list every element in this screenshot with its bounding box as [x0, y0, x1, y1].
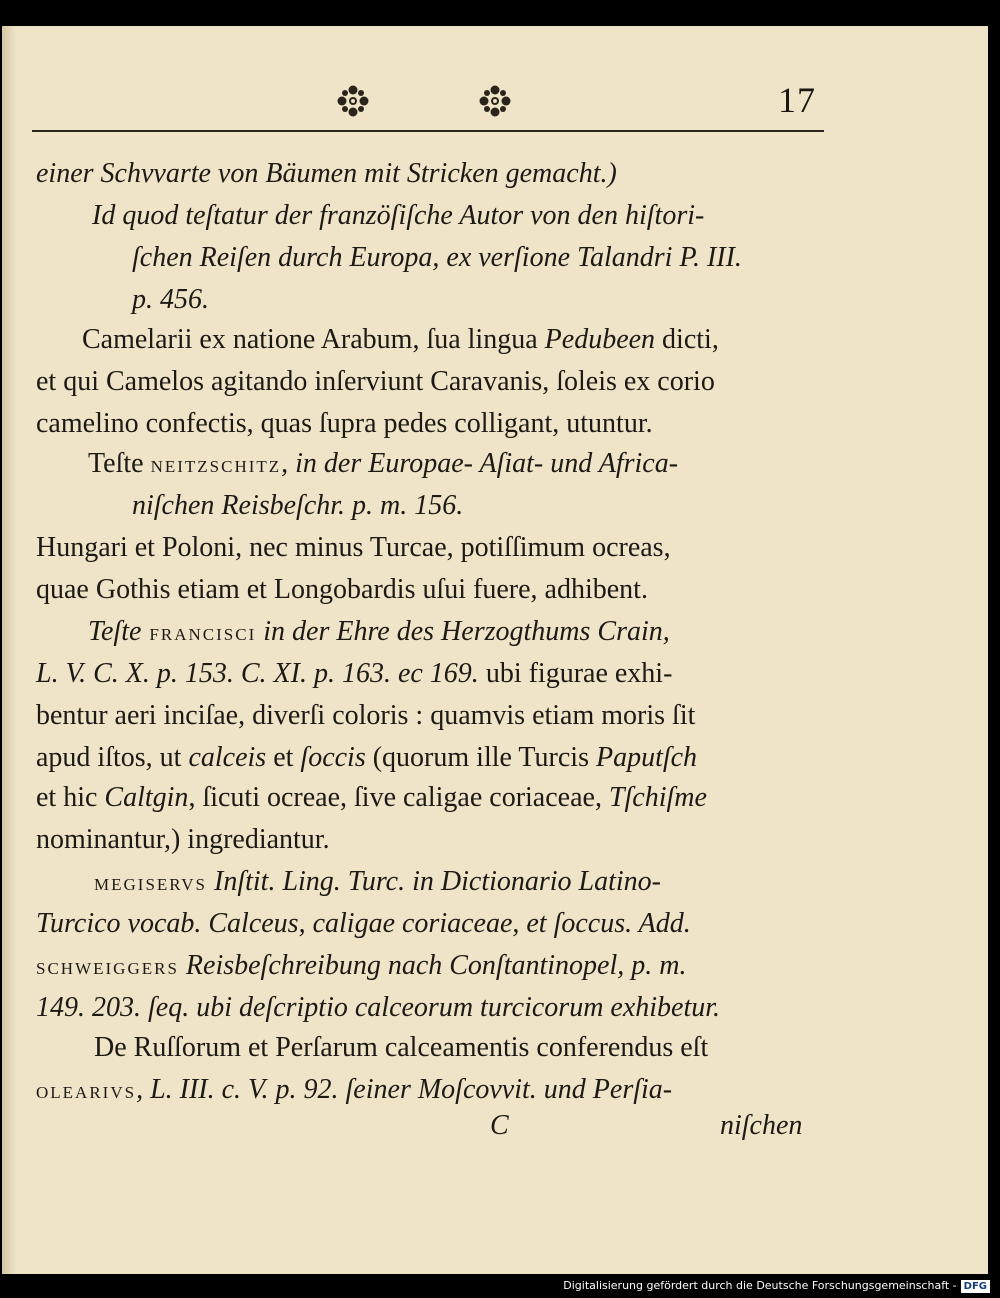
text-line: [88, 612, 670, 653]
text-line: [132, 238, 742, 278]
text-line: [36, 820, 330, 860]
catchword: niſchen: [720, 1110, 803, 1141]
text-segment: Paputſch: [595, 742, 698, 773]
text-line: [36, 988, 720, 1028]
text-line: [36, 362, 715, 402]
credit-text: Digitalisierung gefördert durch die Deutsche Forschungsgemeinschaft -: [563, 1279, 957, 1292]
text-line: [94, 862, 661, 903]
text-segment: , L. III. c. V. p. 92. ſeiner Moſcovvit. und Perſia-: [136, 1074, 673, 1105]
text-segment: Hungari et Poloni, nec minus Turcae, potiſſimum ocreas,: [36, 532, 671, 563]
text-line: [36, 528, 671, 568]
text-segment: quae Gothis etiam et Longobardis uſui fuere, adhibent.: [36, 574, 648, 605]
text-segment: Inſtit. Ling. Turc. in Dictionario Latino-: [207, 866, 662, 897]
text-segment: Teſte: [88, 448, 151, 479]
fleuron-ornament-right-icon: [478, 84, 512, 118]
header-rule: [32, 130, 824, 132]
text-line: [36, 654, 672, 694]
text-segment: olearivs: [36, 1078, 137, 1104]
text-segment: neitzschitz: [150, 452, 282, 478]
fleuron-ornament-left-icon: [336, 84, 370, 118]
text-segment: megiservs: [94, 870, 207, 896]
text-line: [88, 444, 678, 485]
text-segment: dicti,: [655, 324, 719, 355]
text-segment: apud iſtos, ut: [36, 742, 189, 773]
text-segment: L. V. C. X. p. 153. C. XI. p. 163. ec 169.: [36, 658, 479, 689]
text-segment: 149. 203. ſeq. ubi deſcriptio calceorum turcicorum exhibetur.: [36, 992, 721, 1023]
text-segment: et hic: [36, 782, 105, 813]
digitization-credit: [563, 1278, 990, 1294]
page-number: 17: [778, 80, 816, 120]
text-line: [92, 196, 704, 236]
text-segment: nominantur,) ingrediantur.: [36, 824, 330, 855]
text-segment: p. 456.: [132, 284, 209, 315]
text-segment: in der Ehre des Herzogthums Crain,: [256, 616, 670, 647]
text-segment: Teſte: [88, 616, 142, 647]
text-segment: ubi figurae exhi-: [478, 658, 673, 689]
text-segment: et qui Camelos agitando inſerviunt Caravanis, ſoleis ex corio: [36, 366, 715, 397]
text-segment: Caltgin: [104, 782, 189, 813]
text-line: [132, 280, 209, 320]
text-segment: (quorum ille Turcis: [365, 742, 596, 773]
text-segment: francisci: [141, 620, 257, 646]
text-line: [36, 738, 697, 778]
text-line: [36, 1070, 672, 1111]
text-segment: Turcico vocab. Calceus, caligae coriaceae, et ſoccus. Add.: [36, 908, 691, 939]
text-segment: calceis: [188, 742, 267, 773]
text-line: [36, 778, 707, 818]
text-line: [82, 320, 719, 360]
text-segment: ſoccis: [300, 742, 366, 773]
text-segment: schweiggers: [36, 954, 179, 980]
text-segment: Id quod teſtatur der franzöſiſche Autor von den hiſtori-: [92, 200, 705, 231]
text-line: [132, 486, 463, 526]
text-line: [36, 570, 648, 610]
text-segment: et: [266, 742, 301, 773]
text-line: [36, 696, 695, 736]
signature-mark: C: [490, 1110, 509, 1141]
text-segment: Camelarii ex natione Arabum, ſua lingua: [82, 324, 545, 355]
text-line: [36, 154, 617, 194]
text-segment: Pedubeen: [544, 324, 656, 355]
text-segment: ſchen Reiſen durch Europa, ex verſione Talandri P. III.: [132, 242, 742, 273]
text-segment: niſchen Reisbeſchr. p. m. 156.: [132, 490, 464, 521]
text-segment: Reisbeſchreibung nach Conſtantinopel, p. m.: [178, 950, 687, 981]
text-segment: bentur aeri inciſae, diverſi coloris : quamvis etiam moris ſit: [36, 700, 696, 731]
text-line: [36, 404, 653, 444]
text-segment: camelino confectis, quas ſupra pedes colligant, utuntur.: [36, 408, 653, 439]
dfg-logo-badge: DFG: [961, 1280, 990, 1293]
text-segment: Tſchiſme: [608, 782, 707, 813]
text-line: [94, 1028, 708, 1068]
text-line: [36, 946, 686, 987]
text-segment: De Ruſſorum et Perſarum calceamentis conferendus eſt: [94, 1032, 709, 1063]
text-segment: , ſicuti ocreae, ſive caligae coriaceae,: [188, 782, 609, 813]
text-segment: einer Schvvarte von Bäumen mit Stricken gemacht.): [36, 158, 617, 189]
book-page: [2, 26, 988, 1274]
text-segment: , in der Europae- Aſiat- und Africa-: [281, 448, 679, 479]
text-line: [36, 904, 691, 944]
